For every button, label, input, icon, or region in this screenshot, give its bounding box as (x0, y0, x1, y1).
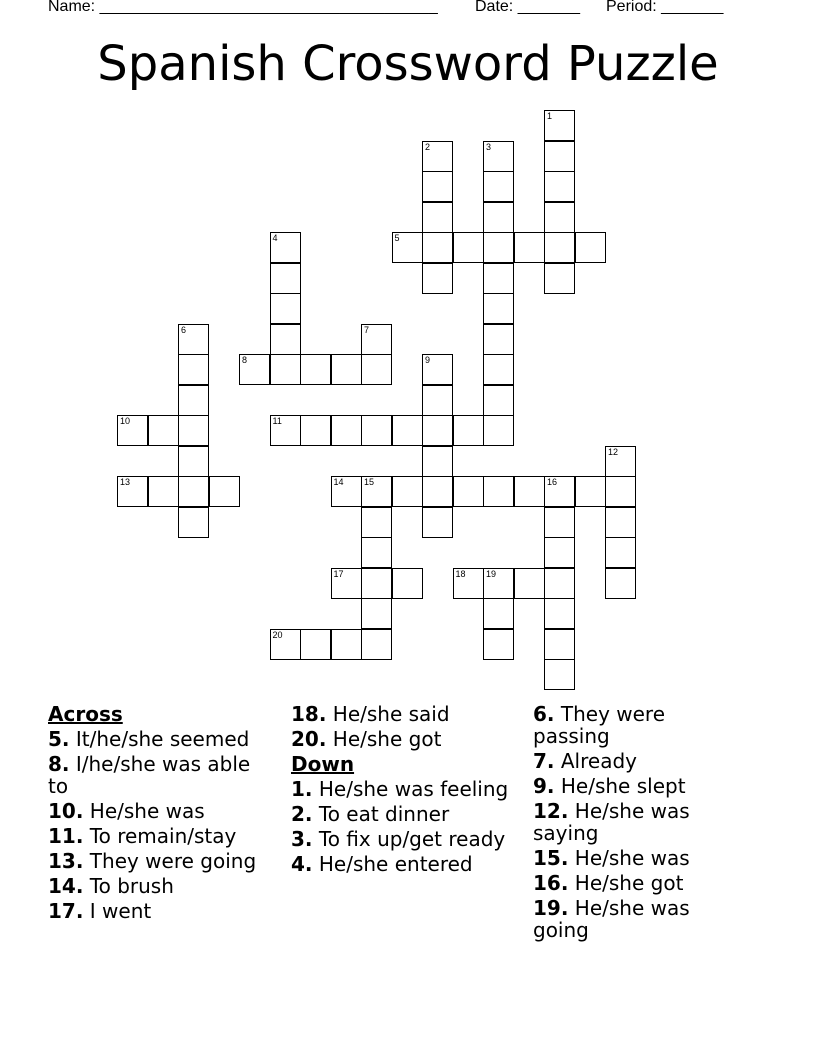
grid-cell[interactable] (483, 171, 514, 202)
clue-text: He/she was (83, 799, 205, 823)
grid-cell[interactable] (605, 568, 636, 599)
grid-cell[interactable] (483, 263, 514, 294)
grid-cell[interactable] (605, 537, 636, 568)
clue-text: He/she was (568, 846, 690, 870)
clues-column-2 (291, 703, 521, 878)
clue-text: He/she was saying (533, 799, 690, 845)
grid-cell[interactable] (453, 232, 484, 263)
down-clue (533, 897, 733, 941)
clue-text: They were going (83, 849, 257, 873)
across-clue (48, 800, 273, 822)
clue-text: They were passing (533, 702, 666, 748)
grid-cell[interactable] (483, 629, 514, 660)
grid-cell[interactable] (239, 354, 270, 385)
down-clue (291, 803, 521, 825)
grid-cell[interactable] (483, 141, 514, 172)
clue-number-label: 2. (291, 802, 313, 826)
grid-cell[interactable] (453, 476, 484, 507)
clue-number-label: 18. (291, 702, 327, 726)
across-clue (48, 850, 273, 872)
grid-cell[interactable] (422, 507, 453, 538)
clue-number: 12 (608, 446, 619, 457)
clue-number-label: 1. (291, 777, 313, 801)
grid-cell[interactable] (270, 232, 301, 263)
grid-cell[interactable] (392, 415, 423, 446)
date-field[interactable]: Date: _______ (475, 0, 580, 15)
clue-text: To brush (83, 874, 174, 898)
grid-cell[interactable] (270, 629, 301, 660)
period-field[interactable]: Period: _______ (606, 0, 724, 15)
across-clue (48, 875, 273, 897)
grid-cell[interactable] (483, 385, 514, 416)
clue-number: 18 (455, 568, 466, 579)
grid-cell[interactable] (544, 476, 575, 507)
grid-cell[interactable] (483, 202, 514, 233)
grid-cell[interactable] (270, 263, 301, 294)
across-clue (48, 900, 273, 922)
clues-column-1 (48, 703, 273, 925)
grid-cell[interactable] (178, 507, 209, 538)
clue-number-label: 15. (533, 846, 569, 870)
grid-cell[interactable] (514, 232, 545, 263)
clue-number-label: 14. (48, 874, 84, 898)
grid-cell[interactable] (483, 415, 514, 446)
grid-cell[interactable] (178, 354, 209, 385)
clue-number-label: 17. (48, 899, 84, 923)
grid-cell[interactable] (544, 568, 575, 599)
grid-cell[interactable] (392, 232, 423, 263)
page-title: Spanish Crossword Puzzle (97, 36, 719, 92)
clue-number-label: 4. (291, 852, 313, 876)
grid-cell[interactable] (270, 324, 301, 355)
grid-cell[interactable] (117, 415, 148, 446)
grid-cell[interactable] (148, 476, 179, 507)
grid-cell[interactable] (575, 232, 606, 263)
across-clue (48, 728, 273, 750)
grid-cell[interactable] (483, 293, 514, 324)
grid-cell[interactable] (544, 171, 575, 202)
grid-cell[interactable] (605, 507, 636, 538)
clue-number: 3 (486, 141, 492, 152)
grid-cell[interactable] (270, 354, 301, 385)
grid-cell[interactable] (392, 476, 423, 507)
clue-text: He/she said (326, 702, 450, 726)
grid-cell[interactable] (422, 263, 453, 294)
grid-cell[interactable] (605, 476, 636, 507)
grid-cell[interactable] (331, 476, 362, 507)
grid-cell[interactable] (453, 568, 484, 599)
clue-number-label: 11. (48, 824, 84, 848)
grid-cell[interactable] (422, 415, 453, 446)
grid-cell[interactable] (483, 324, 514, 355)
clue-number-label: 3. (291, 827, 313, 851)
grid-cell[interactable] (178, 446, 209, 477)
clue-number-label: 16. (533, 871, 569, 895)
down-clue-list-continued (533, 703, 733, 941)
grid-cell[interactable] (483, 476, 514, 507)
grid-cell[interactable] (331, 354, 362, 385)
grid-cell[interactable] (453, 415, 484, 446)
grid-cell[interactable] (361, 415, 392, 446)
grid-cell[interactable] (575, 476, 606, 507)
across-clue (291, 728, 521, 750)
grid-cell[interactable] (422, 446, 453, 477)
clue-number-label: 5. (48, 727, 70, 751)
grid-cell[interactable] (483, 568, 514, 599)
across-clue-list (48, 728, 273, 922)
grid-cell[interactable] (422, 476, 453, 507)
grid-cell[interactable] (422, 171, 453, 202)
down-clue (533, 703, 733, 747)
grid-cell[interactable] (331, 568, 362, 599)
clue-number: 20 (272, 629, 283, 640)
down-clue (533, 800, 733, 844)
down-clue (533, 872, 733, 894)
grid-cell[interactable] (483, 598, 514, 629)
down-clue (291, 828, 521, 850)
clue-text: He/she entered (312, 852, 473, 876)
grid-cell[interactable] (117, 476, 148, 507)
grid-cell[interactable] (544, 537, 575, 568)
clue-text: He/she was feeling (312, 777, 509, 801)
clue-number: 2 (425, 141, 431, 152)
down-clue (291, 853, 521, 875)
clue-number: 14 (333, 477, 344, 487)
grid-cell[interactable] (331, 415, 362, 446)
grid-cell[interactable] (361, 354, 392, 385)
clue-number-label: 9. (533, 774, 555, 798)
grid-cell[interactable] (544, 263, 575, 294)
grid-cell[interactable] (514, 568, 545, 599)
clue-number: 10 (120, 416, 131, 426)
clue-text: Already (554, 749, 637, 773)
grid-cell[interactable] (544, 110, 575, 141)
clue-number-label: 19. (533, 896, 569, 920)
name-field[interactable]: Name: ______________________________________ (48, 0, 438, 15)
grid-cell[interactable] (483, 354, 514, 385)
clue-text: He/she got (568, 871, 684, 895)
clue-text: He/she got (326, 727, 442, 751)
clue-text: It/he/she seemed (69, 727, 250, 751)
clue-number-label: 12. (533, 799, 569, 823)
grid-cell[interactable] (178, 324, 209, 355)
grid-cell[interactable] (178, 385, 209, 416)
clue-number: 13 (120, 477, 131, 487)
clue-text: I/he/she was able to (48, 752, 251, 798)
clue-number: 9 (425, 355, 431, 365)
clue-text: I went (83, 899, 152, 923)
grid-cell[interactable] (361, 507, 392, 538)
grid-cell[interactable] (544, 141, 575, 172)
clue-number: 19 (486, 568, 497, 579)
clue-number-label: 20. (291, 727, 327, 751)
grid-cell[interactable] (361, 324, 392, 355)
clue-number-label: 10. (48, 799, 84, 823)
clue-number: 17 (333, 568, 344, 579)
clue-text: To fix up/get ready (312, 827, 506, 851)
grid-cell[interactable] (270, 415, 301, 446)
across-clue-list-continued (291, 703, 521, 750)
grid-cell[interactable] (422, 202, 453, 233)
grid-cell[interactable] (331, 629, 362, 660)
across-clue (48, 825, 273, 847)
grid-cell[interactable] (209, 476, 240, 507)
clue-number-label: 7. (533, 749, 555, 773)
down-clue (533, 775, 733, 797)
across-clue (291, 703, 521, 725)
clue-number: 1 (547, 111, 553, 121)
clue-number-label: 8. (48, 752, 70, 776)
grid-cell[interactable] (422, 354, 453, 385)
grid-cell[interactable] (544, 232, 575, 263)
clue-text: To remain/stay (83, 824, 237, 848)
grid-cell[interactable] (392, 568, 423, 599)
grid-cell[interactable] (544, 598, 575, 629)
clue-number: 4 (272, 233, 278, 243)
clue-number: 5 (394, 233, 400, 243)
grid-cell[interactable] (361, 629, 392, 660)
clue-number: 15 (364, 477, 375, 487)
grid-cell[interactable] (300, 415, 331, 446)
clue-number: 16 (547, 477, 558, 487)
grid-cell[interactable] (361, 598, 392, 629)
grid-cell[interactable] (544, 202, 575, 233)
grid-cell[interactable] (178, 476, 209, 507)
grid-cell[interactable] (300, 629, 331, 660)
grid-cell[interactable] (361, 476, 392, 507)
clue-number: 8 (242, 355, 248, 365)
clue-text: To eat dinner (312, 802, 450, 826)
clue-number: 7 (364, 324, 370, 335)
grid-cell[interactable] (544, 629, 575, 660)
down-clue-list (291, 778, 521, 875)
clue-text: He/she was going (533, 896, 690, 942)
grid-cell[interactable] (422, 141, 453, 172)
grid-cell[interactable] (361, 568, 392, 599)
grid-cell[interactable] (300, 354, 331, 385)
across-heading: Across (48, 702, 123, 726)
clue-number-label: 6. (533, 702, 555, 726)
down-clue (533, 750, 733, 772)
grid-cell[interactable] (483, 232, 514, 263)
grid-cell[interactable] (148, 415, 179, 446)
clue-number: 6 (181, 324, 187, 335)
clue-text: He/she slept (554, 774, 686, 798)
grid-cell[interactable] (361, 537, 392, 568)
grid-cell[interactable] (544, 659, 575, 690)
down-heading: Down (291, 752, 355, 776)
grid-cell[interactable] (422, 232, 453, 263)
grid-cell[interactable] (514, 476, 545, 507)
grid-cell[interactable] (422, 385, 453, 416)
grid-cell[interactable] (270, 293, 301, 324)
grid-cell[interactable] (178, 415, 209, 446)
down-clue (291, 778, 521, 800)
clue-number: 11 (272, 416, 282, 426)
grid-cell[interactable] (544, 507, 575, 538)
across-clue (48, 753, 273, 797)
clues-column-3 (533, 703, 733, 944)
down-clue (533, 847, 733, 869)
clue-number-label: 13. (48, 849, 84, 873)
grid-cell[interactable] (605, 446, 636, 477)
